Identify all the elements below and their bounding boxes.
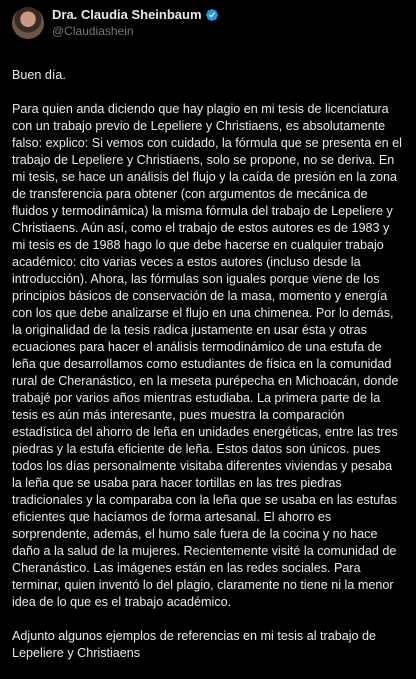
author-handle[interactable]: @Claudiashein (52, 24, 134, 38)
verified-badge-icon (205, 8, 219, 22)
post-header (12, 6, 404, 46)
post-paragraph-main: Para quien anda diciendo que hay plagio en mi tesis de licenciatura con un trabajo previo de Lepeliere y Christiaens, es absolutamente falso: explico: Si vemos con cuidado, la fórmula que se presenta en el trabajo de Lepeliere y Christiaens, solo se propone, no se deriva. En mi tesis, se hace un análisis del flujo y la caída de presión en la zona de transferencia para obtener (con argumentos de mecánica de fluidos y termodinámica) la misma fórmula del trabajo de Lepeliere y Christiaens. Aún así, como el trabajo de estos autores es de 1983 y mi tesis es de 1988 hago lo que debe hacerse en cualquier trabajo académico: cito varias veces a estos autores (incluso desde la introducción). Ahora, las fórmulas son iguales porque viene de los principios básicos de conservación de la masa, momento y energía con los que debe analizarse el flujo en una chimenea. Por lo demás, la originalidad de la tesis radica justamente en usar ésta y otras ecuaciones para hacer el análisis termodinámico de una estufa de leña que desarrollamos como estudiantes de física en la comunidad rural de Cheranástico, en la meseta purépecha en Michoacán, donde trabajé por varios años mientras estudiaba. La primera parte de la tesis es aún más interesante, pues muestra la comparación estadística del ahorro de leña en unidades energéticas, entre las tres piedras y la estufa eficiente de leña. Estos datos son únicos. pues todos los días personalmente visitaba diferentes viviendas y pesaba la leña que se usaba para hacer tortillas en las tres piedras tradicionales y la comparaba con la leña que se usaba en las estufas eficientes que hacíamos de forma artesanal. El ahorro es sorprendente, además, el humo sale fuera de la cocina y no hace daño a la salud de la mujeres. Recientemente visité la comunidad de Cheranástico. Las imágenes están en las redes sociales. Para terminar, quien inventó lo del plagio, claramente no tiene ni la menor idea de lo que es el trabajo académico. (12, 102, 402, 609)
name-row (52, 6, 219, 23)
post-paragraph-greeting: Buen día. (12, 68, 66, 82)
avatar[interactable] (12, 7, 44, 39)
author-info (52, 6, 219, 40)
post-paragraph-closing: Adjunto algunos ejemplos de referencias en mi tesis al trabajo de Lepeliere y Christiaens (12, 629, 377, 660)
display-name[interactable]: Dra. Claudia Sheinbaum (52, 7, 202, 22)
post-text (12, 50, 404, 679)
